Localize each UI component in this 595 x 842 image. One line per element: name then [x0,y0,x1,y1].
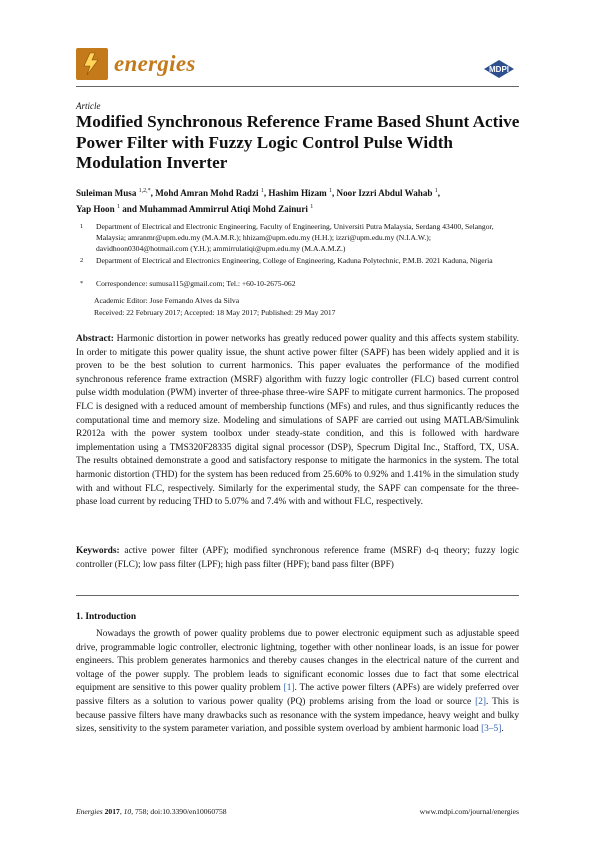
author-line-1 [76,185,521,201]
author-name[interactable]: , Noor Izzri Abdul Wahab [332,188,435,199]
author-name[interactable]: Yap Hoon [76,203,117,214]
mdpi-logo-icon [482,59,516,79]
footer-journal: Energies [76,807,103,816]
correspondence [80,279,525,290]
footer-year: 2017 [104,807,120,816]
keywords-text: active power filter (APF); modified synchronous reference frame (MSRF) d-q theory; fuzzy logic controller (FLC); low pass filter (LPF); high pass filter (HPF); band pass filter (BPF) [76,546,519,570]
author-sup: 1 [434,188,438,194]
author-sup: 1 [310,203,314,210]
footer-doi: , 758; doi:10.3390/en10060758 [131,807,227,816]
abstract-label: Abstract: [76,334,114,344]
journal-logo-icon [76,48,108,80]
header-rule [76,86,519,87]
section-heading: 1. Introduction [76,612,137,622]
intro-text: . [501,724,504,735]
author-sup: 1 [116,203,120,210]
affiliation-text: Department of Electrical and Electronic Engineering, Faculty of Engineering, Universiti Putra Malaysia, Serdang 43400, Selangor, Malaysia; amranmr@upm.edu.my (M.A.M.R.); hhizam@upm.edu.my (H.H.); izzri@upm.edu.my (N.I.A.W.); davidhoon0304@hotmail.com (Y.H.); ammirrulatiqi@upm.edu.my (M.A.A.M.Z.) [96,222,494,253]
section-rule [76,595,519,596]
author-name[interactable]: , Mohd Amran Mohd Radzi [150,188,261,199]
author-line-2 [76,201,521,217]
affiliation-text: Department of Electrical and Electronics Engineering, College of Engineering, Kaduna Polytechnic, P.M.B. 2021 Kaduna, Nigeria [96,256,493,265]
author-name[interactable]: and Muhammad Ammirrul Atiqi Mohd Zainuri [119,203,311,214]
academic-editor: Academic Editor: Jose Fernando Alves da Silva [94,296,240,305]
author-sup: 1 [329,188,332,194]
author-list [76,185,521,216]
citation-link[interactable]: [2] [475,696,487,707]
author-name[interactable]: , Hashim Hizam [263,188,329,199]
article-type: Article [76,101,101,111]
introduction-paragraph [76,628,519,737]
footer-volume: 10 [123,807,132,816]
svg-text:MDPI: MDPI [489,65,509,74]
author-separator: , [437,188,441,199]
affiliation-number: 1 [80,223,84,230]
author-sup: 1 [260,188,264,194]
affiliation-number: 2 [80,257,84,264]
journal-name: energies [114,51,196,76]
intro-text: Nowadays the growth of power quality problems due to power electronic equipment such as adjustable speed drive, programmable logic controller, electronic lightning, together with other nonlinear loads, is an issue for power engineers. This problem generates harmonics and thereby causes changes in the electrical nature of the current and voltage of the power supply. The problem leads to significant economic losses due to fact that some electrical equipment are sensitive to this power quality problem [76,629,519,694]
publication-dates: Received: 22 February 2017; Accepted: 18 May 2017; Published: 29 May 2017 [94,308,336,317]
intro-text: . This is because passive filters have many drawbacks such as resonance with the system impedance, heavy weight and bulky sizes, sensitivity to the system parameter variation, and possible system overload by ambient harmonic load [76,696,519,735]
intro-text: . The active power filters (APFs) are widely preferred over passive filters as a solution to various power quality (PQ) problems arising from the load or source [76,683,519,707]
affiliation-text: Correspondence: sumusa115@gmail.com; Tel.: +60-10-2675-062 [96,279,296,288]
affiliation-1 [80,222,525,254]
abstract [76,333,519,510]
citation-link[interactable]: [1] [283,683,295,694]
footer-citation: Energies 2017, 10, 758; doi:10.3390/en10060758 [76,807,227,816]
keywords [76,545,519,572]
article-title: Modified Synchronous Reference Frame Based Shunt Active Power Filter with Fuzzy Logic Control Pulse Width Modulation Inverter [76,112,520,172]
citation-link[interactable]: [3–5] [481,724,502,735]
abstract-text: Harmonic distortion in power networks has greatly reduced power quality and this affects system stability. In order to mitigate this power quality issue, the shunt active power filter (SAPF) has been widely applied and it is proven to be the best solution to current harmonics. This paper evaluates the performance of the modified synchronous reference frame extraction (MSRF) algorithm with fuzzy logic controller (FLC) based current control pulse width modulation (PWM) inverter of three-phase three-wire SAPF to mitigate current harmonics. The proposed FLC is designed with a reduced amount of membership functions (MFs) and rules, and thus significantly reduces the computational time and memory size. Modeling and simulations of SAPF are carried out using MATLAB/Simulink R2012a with the power system toolbox under steady-state condition, and this is followed with hardware implementation using a TMS320F28335 digital signal processor (DSP), Specrum Digital Inc., Stafford, TX, USA. The results obtained demonstrate a good and satisfactory response to mitigate the harmonics in the system. The total harmonic distortion (THD) for the system has been reduced from 25.60% to 0.92% and 1.41% in the simulation study with and without FLC, respectively. Similarly for the experimental study, the SAPF can compensate for the three-phase load current by reducing THD to 5.07% and 7.4% with and without FLC, respectively. [76,334,519,508]
keywords-label: Keywords: [76,546,120,556]
affiliation-2 [80,256,525,267]
footer-url[interactable]: www.mdpi.com/journal/energies [419,807,519,816]
author-sup: 1,2,* [138,188,151,194]
author-name[interactable]: Suleiman Musa [76,188,139,199]
affiliation-number: * [80,280,84,287]
